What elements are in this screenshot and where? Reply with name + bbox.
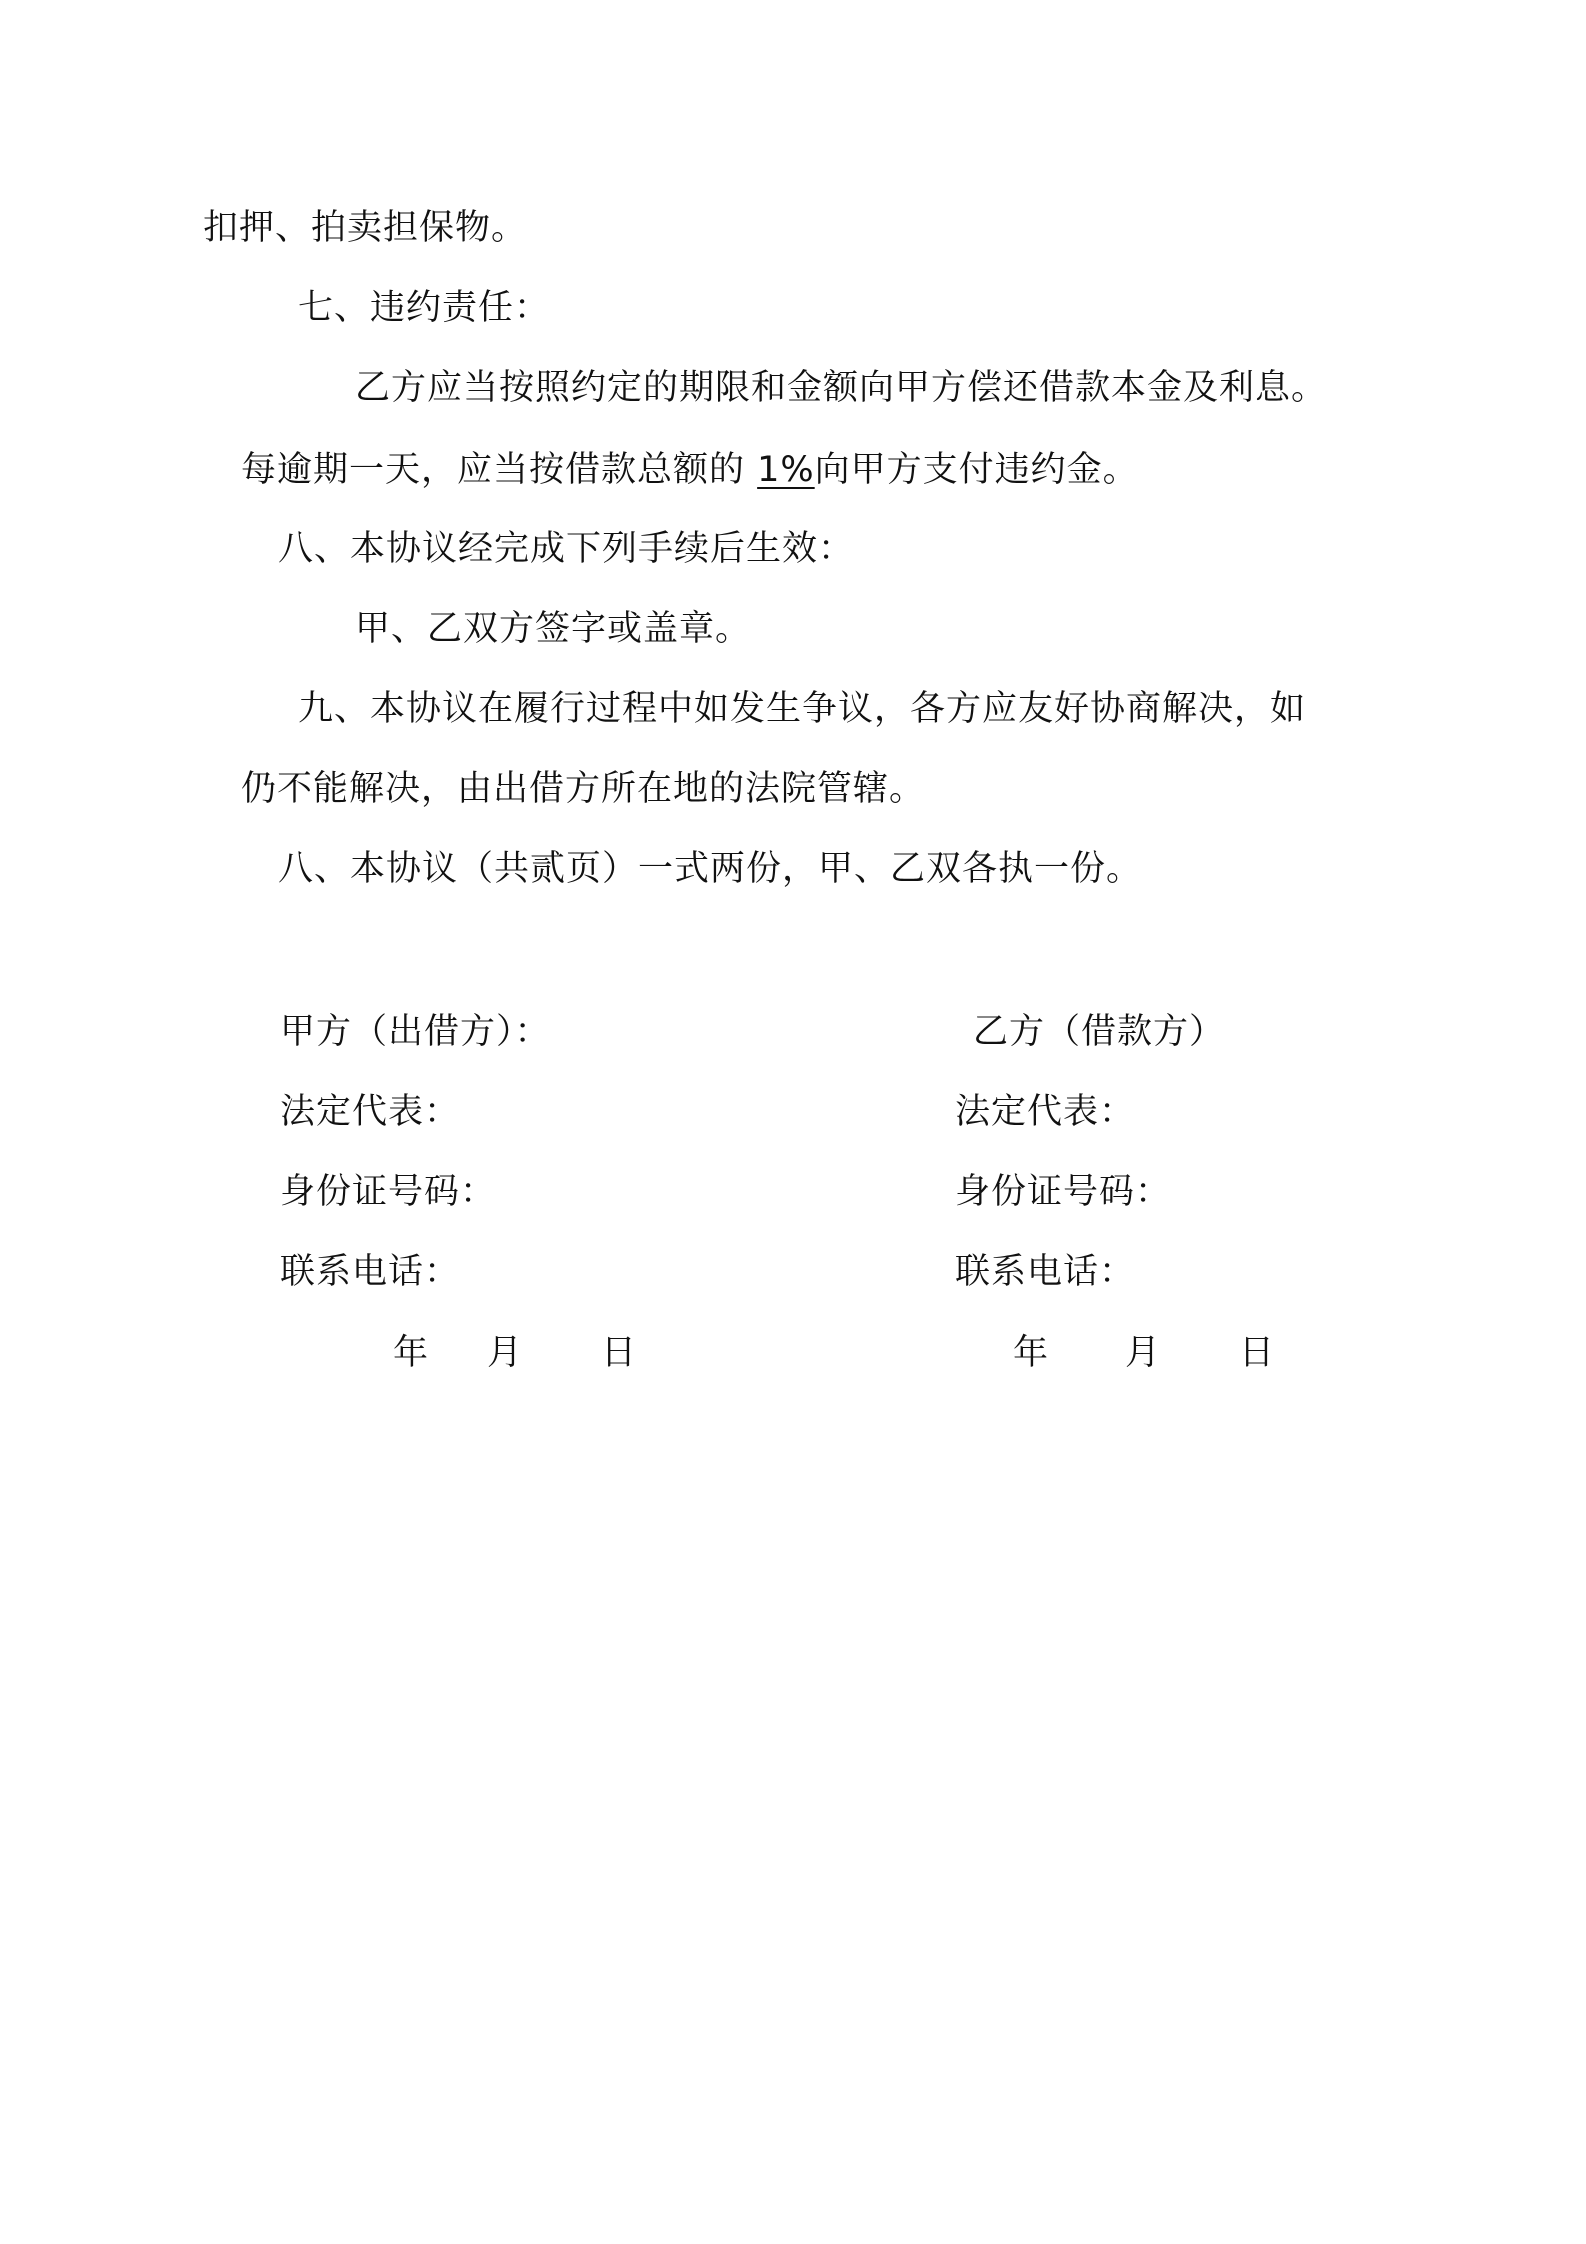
clause10: 八、本协议（共贰页）一式两份，甲、乙双各执一份。 [278, 849, 1143, 889]
party-a-month: 月 [487, 1333, 524, 1373]
party-b-phone: 联系电话： [955, 1252, 1136, 1292]
clause7-heading: 七、违约责任： [298, 288, 551, 328]
party-a-title: 甲方（出借方）： [280, 1012, 551, 1052]
clause7-line2 [241, 448, 1139, 492]
party-b-representative: 法定代表： [955, 1092, 1136, 1132]
party-a-phone: 联系电话： [280, 1252, 461, 1292]
party-b-year: 年 [1013, 1333, 1050, 1373]
party-b-id-number: 身份证号码： [955, 1172, 1172, 1212]
clause8-heading: 八、本协议经完成下列手续后生效： [278, 529, 855, 569]
party-a-representative: 法定代表： [280, 1092, 461, 1132]
clause9-line1: 九、本协议在履行过程中如发生争议，各方应友好协商解决，如 [298, 689, 1307, 729]
clause8-body: 甲、乙双方签字或盖章。 [355, 609, 752, 649]
clause9-line2: 仍不能解决，由出借方所在地的法院管辖。 [241, 769, 926, 809]
party-a-year: 年 [393, 1333, 430, 1373]
clause6-tail: 扣押、拍卖担保物。 [203, 208, 528, 248]
clause7-line2-after: 向甲方支付违约金。 [814, 450, 1139, 490]
party-a-id-number: 身份证号码： [280, 1172, 497, 1212]
party-a-day: 日 [601, 1333, 638, 1373]
party-b-title: 乙方（借款方） [973, 1012, 1226, 1052]
party-b-month: 月 [1125, 1333, 1162, 1373]
clause7-line2-before: 每逾期一天，应当按借款总额的 [241, 450, 758, 490]
penalty-rate: 1% [757, 450, 815, 490]
party-b-day: 日 [1239, 1333, 1276, 1373]
clause7-line1: 乙方应当按照约定的期限和金额向甲方偿还借款本金及利息。 [355, 368, 1328, 408]
